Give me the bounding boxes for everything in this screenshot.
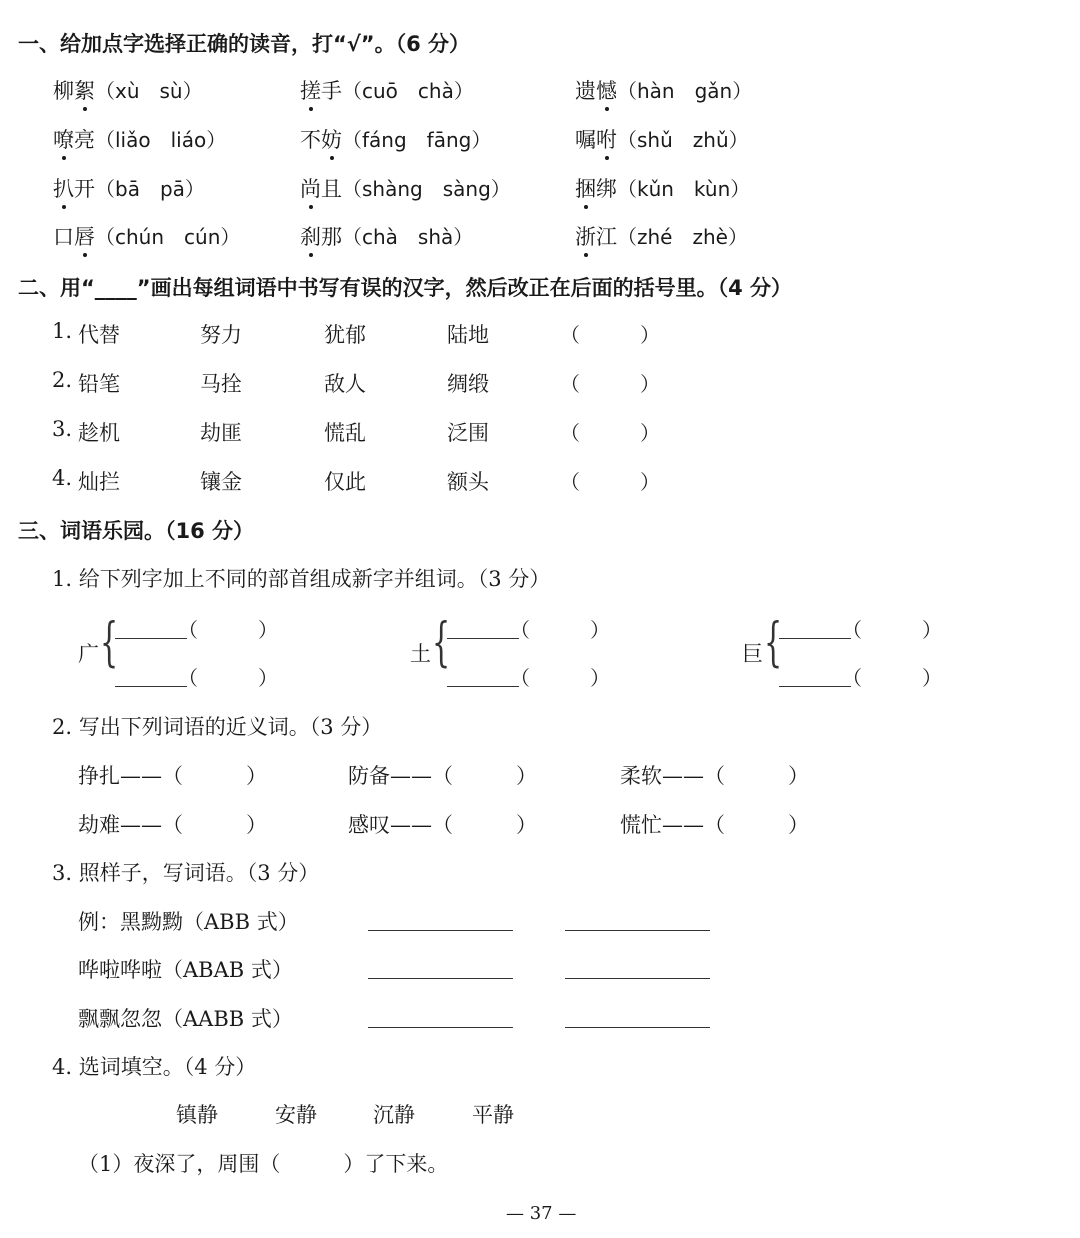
- synonym-item: 挣扎——（ ）: [78, 764, 267, 788]
- pinyin-options: （cuō chà）: [342, 79, 474, 103]
- pattern-example: 飘飘忽忽（AABB 式）: [78, 1007, 293, 1031]
- word: 陆地: [447, 323, 489, 347]
- word-choice: 平静: [472, 1103, 514, 1127]
- pinyin-options: （chà shà）: [342, 225, 474, 249]
- answer-line: [565, 978, 710, 979]
- pinyin-options: （zhé zhè）: [617, 225, 748, 249]
- pinyin-item: [53, 75, 203, 105]
- dotted-char: 扒: [53, 173, 74, 203]
- pinyin-item: [575, 75, 752, 105]
- word: 仅此: [324, 470, 366, 494]
- item-number: 1.: [52, 319, 73, 343]
- q1-title: 1. 给下列字加上不同的部首组成新字并组词。（3 分）: [52, 567, 551, 591]
- word-text: 柳: [53, 79, 74, 103]
- brace-icon: {: [432, 613, 451, 673]
- answer-line: [368, 930, 513, 931]
- dotted-char: 嘹: [53, 124, 74, 154]
- pinyin-item: [300, 124, 491, 154]
- word: 镶金: [200, 470, 242, 494]
- word-text: 且: [321, 177, 342, 201]
- page-number: — 37 —: [506, 1203, 577, 1224]
- answer-line: [368, 1027, 513, 1028]
- brace-icon: {: [764, 613, 783, 673]
- answer-line: [447, 638, 519, 639]
- word-text: 口: [53, 225, 74, 249]
- dotted-char: 絮: [74, 75, 95, 105]
- pinyin-options: （fáng fāng）: [342, 128, 492, 152]
- word: 慌乱: [324, 421, 366, 445]
- pinyin-item: [53, 124, 226, 154]
- synonym-item: 感叹——（ ）: [348, 813, 537, 837]
- dotted-char: 咐: [596, 124, 617, 154]
- word: 马拴: [200, 372, 242, 396]
- word-text: 手: [321, 79, 342, 103]
- pinyin-item: [575, 221, 748, 251]
- pinyin-item: [53, 221, 240, 251]
- word-text: 绑: [596, 177, 617, 201]
- pinyin-item: [53, 173, 205, 203]
- synonym-item: 防备——（ ）: [348, 764, 537, 788]
- answer-line: [779, 638, 851, 639]
- answer-line: [565, 1027, 710, 1028]
- pattern-example: 例：黑黝黝（ABB 式）: [78, 910, 299, 934]
- word-choice: 镇静: [176, 1103, 218, 1127]
- answer-line: [565, 930, 710, 931]
- word: 额头: [447, 470, 489, 494]
- dotted-char: 浙: [575, 221, 596, 251]
- section1-title: 一、给加点字选择正确的读音，打“√”。（6 分）: [18, 32, 471, 56]
- pinyin-options: （bā pā）: [95, 177, 205, 201]
- answer-paren: （ ）: [510, 618, 610, 642]
- dotted-char: 尚: [300, 173, 321, 203]
- pinyin-options: （hàn gǎn）: [617, 79, 753, 103]
- word-choice: 安静: [275, 1103, 317, 1127]
- pattern-example: 哗啦哗啦（ABAB 式）: [78, 958, 293, 982]
- word: 敌人: [324, 372, 366, 396]
- answer-paren: （ ）: [178, 666, 278, 690]
- pinyin-options: （xù sù）: [95, 79, 203, 103]
- pinyin-options: （liǎo liáo）: [95, 128, 227, 152]
- answer-paren: （ ）: [178, 618, 278, 642]
- item-number: 3.: [52, 417, 73, 441]
- answer-paren: （ ）: [842, 618, 942, 642]
- word: 趁机: [78, 421, 120, 445]
- answer-line: [447, 686, 519, 687]
- pinyin-item: [575, 173, 750, 203]
- pinyin-item: [300, 221, 473, 251]
- word: 犹郁: [324, 323, 366, 347]
- q2-title: 2. 写出下列词语的近义词。（3 分）: [52, 715, 383, 739]
- dotted-char: 妨: [321, 124, 342, 154]
- pinyin-item: [300, 75, 474, 105]
- word-text: 嘱: [575, 128, 596, 152]
- answer-paren: （ ）: [560, 470, 660, 494]
- q4-title: 4. 选词填空。（4 分）: [52, 1055, 257, 1079]
- answer-line: [115, 638, 187, 639]
- synonym-item: 慌忙——（ ）: [620, 813, 809, 837]
- word: 绸缎: [447, 372, 489, 396]
- word-text: 那: [321, 225, 342, 249]
- word: 努力: [200, 323, 242, 347]
- word-text: 亮: [74, 128, 95, 152]
- answer-line: [115, 686, 187, 687]
- answer-paren: （ ）: [560, 323, 660, 347]
- pinyin-options: （shǔ zhǔ）: [617, 128, 749, 152]
- synonym-item: 劫难——（ ）: [78, 813, 267, 837]
- dotted-char: 憾: [596, 75, 617, 105]
- dotted-char: 搓: [300, 75, 321, 105]
- pinyin-options: （kǔn kùn）: [617, 177, 751, 201]
- answer-line: [368, 978, 513, 979]
- word-text: 开: [74, 177, 95, 201]
- pinyin-item: [575, 124, 749, 154]
- q4-sentence: （1）夜深了，周围（ ）了下来。: [78, 1152, 449, 1176]
- answer-paren: （ ）: [842, 666, 942, 690]
- section3-title: 三、词语乐园。（16 分）: [18, 519, 255, 543]
- answer-line: [779, 686, 851, 687]
- answer-paren: （ ）: [510, 666, 610, 690]
- synonym-item: 柔软——（ ）: [620, 764, 809, 788]
- base-char: 巨: [742, 642, 763, 666]
- word: 铅笔: [78, 372, 120, 396]
- dotted-char: 刹: [300, 221, 321, 251]
- dotted-char: 捆: [575, 173, 596, 203]
- pinyin-options: （shàng sàng）: [342, 177, 511, 201]
- answer-paren: （ ）: [560, 421, 660, 445]
- brace-icon: {: [100, 613, 119, 673]
- word-choice: 沉静: [373, 1103, 415, 1127]
- q3-title: 3. 照样子，写词语。（3 分）: [52, 861, 320, 885]
- item-number: 2.: [52, 368, 73, 392]
- item-number: 4.: [52, 466, 73, 490]
- answer-paren: （ ）: [560, 372, 660, 396]
- word-text: 江: [596, 225, 617, 249]
- word: 劫匪: [200, 421, 242, 445]
- base-char: 土: [410, 642, 431, 666]
- section2-title: 二、用“____”画出每组词语中书写有误的汉字，然后改正在后面的括号里。（4 分）: [18, 276, 793, 300]
- word: 灿拦: [78, 470, 120, 494]
- word: 代替: [78, 323, 120, 347]
- dotted-char: 唇: [74, 221, 95, 251]
- pinyin-options: （chún cún）: [95, 225, 241, 249]
- pinyin-item: [300, 173, 511, 203]
- word-text: 遗: [575, 79, 596, 103]
- word-text: 不: [300, 128, 321, 152]
- base-char: 广: [78, 642, 99, 666]
- word: 泛围: [447, 421, 489, 445]
